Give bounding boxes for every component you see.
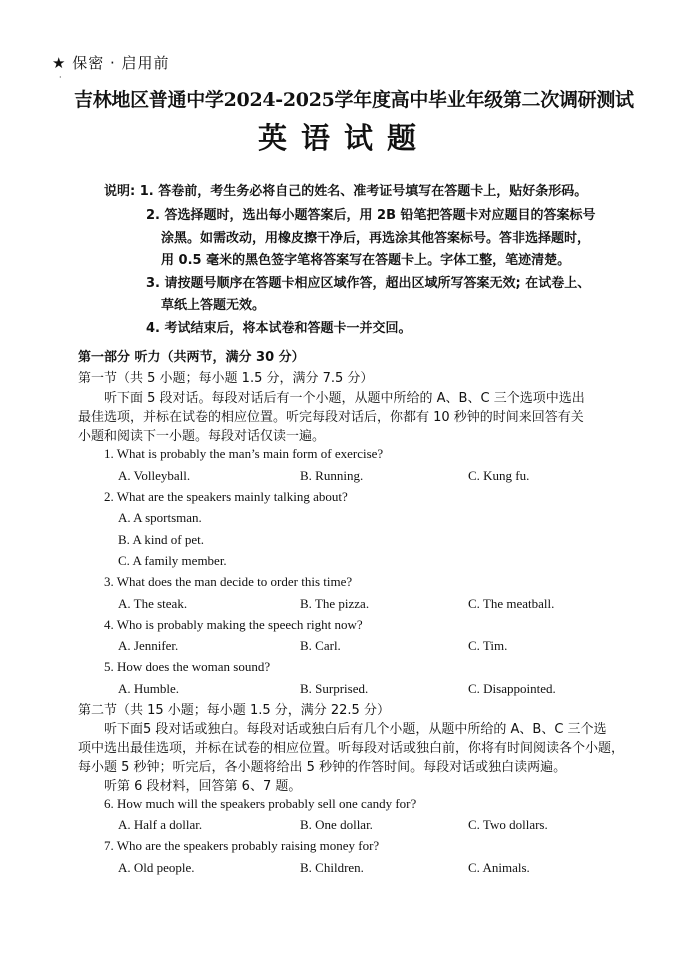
instruction-line-7: 4. 考试结束后，将本试卷和答题卡一并交回。 [146,321,412,336]
section1-directions-1: 听下面 5 段对话。每段对话后有一个小题，从题中所给的 A、B、C 三个选项中选出 [104,391,585,406]
q4-option-a: A. Jennifer. [118,638,179,653]
instruction-line-2: 2. 答选择题时，选出每小题答案后，用 2B 铅笔把答题卡对应题目的答案标号 [146,208,596,223]
q2-option-b: B. A kind of pet. [118,532,204,547]
question-4: 4. Who is probably making the speech right now? [104,617,363,632]
section1-directions-2: 最佳选项，并标在试卷的相应位置。听完每段对话后，你都有 10 秒钟的时间来回答有关 [78,410,584,425]
q1-option-a: A. Volleyball. [118,468,191,483]
confidential-label: ★ 保密 · 启用前 [52,54,170,72]
q4-option-c: C. Tim. [468,638,508,653]
q7-option-b: B. Children. [300,860,364,875]
q5-option-c: C. Disappointed. [468,681,556,696]
q3-option-a: A. The steak. [118,596,188,611]
q6-option-a: A. Half a dollar. [118,817,203,832]
q1-option-c: C. Kung fu. [468,468,530,483]
q1-option-b: B. Running. [300,468,364,483]
instruction-line-5: 3. 请按题号顺序在答题卡相应区域作答，超出区域所写答案无效; 在试卷上、 [146,276,591,291]
section1-directions-3: 小题和阅读下一小题。每段对话仅读一遍。 [78,429,326,444]
section1-heading: 第一节（共 5 小题；每小题 1.5 分，满分 7.5 分） [78,371,374,386]
mark-dot: · [59,73,62,82]
question-6: 6. How much will the speakers probably sell one candy for? [104,796,417,811]
q6-option-b: B. One dollar. [300,817,373,832]
question-5: 5. How does the woman sound? [104,659,271,674]
material-6-instruction: 听第 6 段材料，回答第 6、7 题。 [104,779,302,794]
instruction-line-6: 草纸上答题无效。 [161,298,266,313]
exam-title: 英语试题 [257,121,430,155]
instruction-line-3: 涂黑。如需改动，用橡皮擦干净后，再选涂其他答案标号。答非选择题时， [161,231,591,246]
q7-option-a: A. Old people. [118,860,195,875]
q6-option-c: C. Two dollars. [468,817,548,832]
section2-directions-2: 项中选出最佳选项，并标在试卷的相应位置。听每段对话或独白前，你将有时间阅读各个小题， [78,741,625,756]
q3-option-c: C. The meatball. [468,596,555,611]
q3-option-b: B. The pizza. [300,596,370,611]
q5-option-b: B. Surprised. [300,681,369,696]
q4-option-b: B. Carl. [300,638,341,653]
instruction-line-1: 说明: 1. 答卷前，考生务必将自己的姓名、准考证号填写在答题卡上，贴好条形码。 [104,184,588,199]
section2-directions-3: 每小题 5 秒钟；听完后，各小题将给出 5 秒钟的作答时间。每段对话或独白读两遍。 [78,760,567,775]
question-3: 3. What does the man decide to order this time? [104,574,353,589]
q5-option-a: A. Humble. [118,681,180,696]
section2-directions-1: 听下面5 段对话或独白。每段对话或独白后有几个小题，从题中所给的 A、B、C 三个选 [104,722,607,737]
question-7: 7. Who are the speakers probably raising money for? [104,838,380,853]
exam-school-line: 吉林地区普通中学2024-2025学年度高中毕业年级第二次调研测试 [74,89,634,111]
question-1: 1. What is probably the man’s main form of exercise? [104,446,384,461]
part1-heading: 第一部分 听力（共两节，满分 30 分） [78,350,305,365]
instruction-line-4: 用 0.5 毫米的黑色签字笔将答案写在答题卡上。字体工整，笔迹清楚。 [161,253,571,268]
q7-option-c: C. Animals. [468,860,530,875]
question-2: 2. What are the speakers mainly talking about? [104,489,348,504]
section2-heading: 第二节（共 15 小题；每小题 1.5 分，满分 22.5 分） [78,703,390,718]
q2-option-a: A. A sportsman. [118,510,202,525]
q2-option-c: C. A family member. [118,553,227,568]
